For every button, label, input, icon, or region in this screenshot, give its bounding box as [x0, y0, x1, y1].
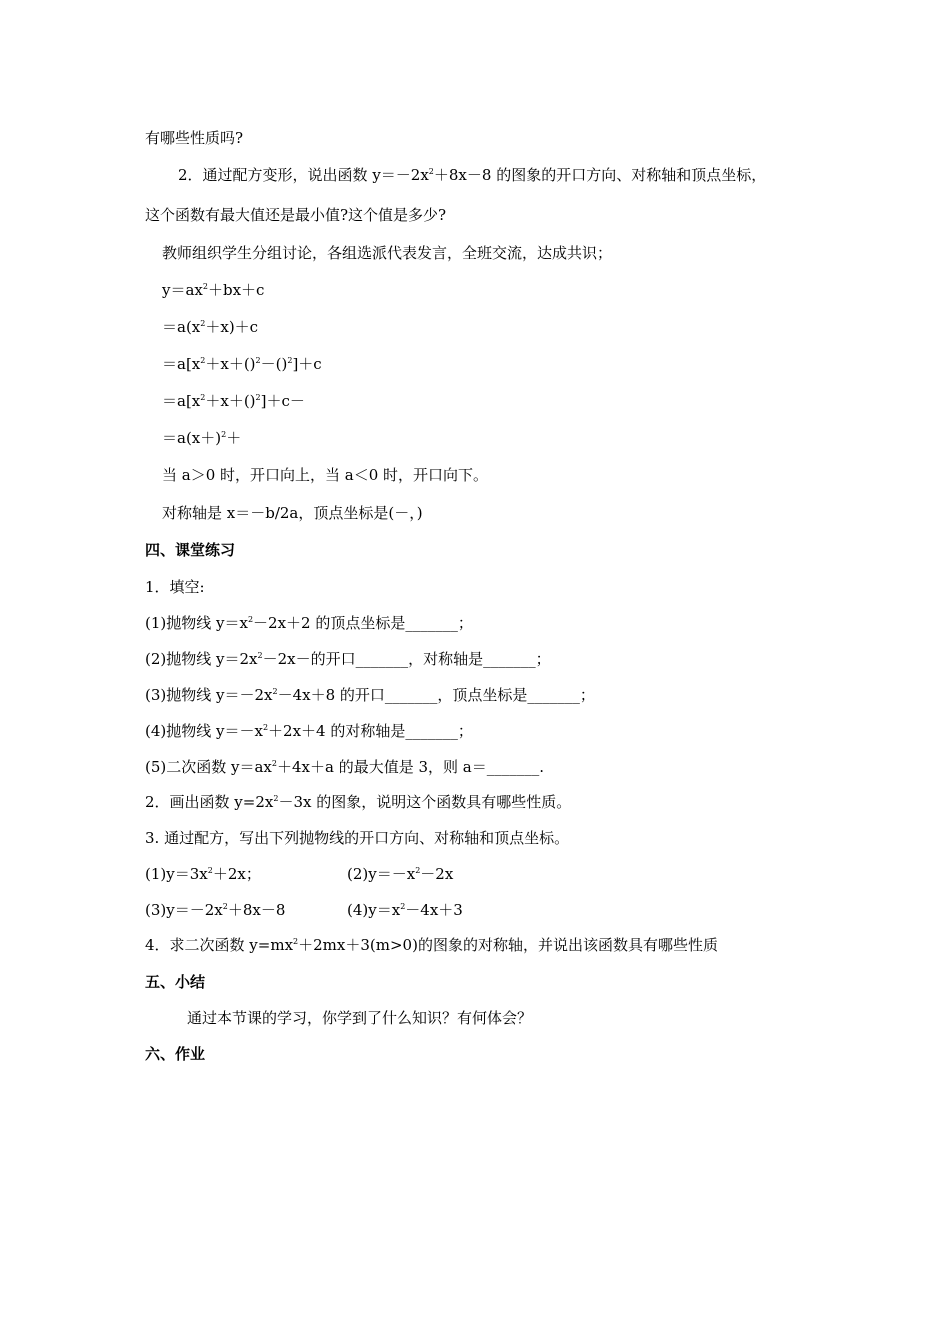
exercise-4: 4．求二次函数 $y=mx^2+2mx+3(m>0)$的图象的对称轴，并说出该函数具有哪些性质 [145, 936, 718, 954]
opening-direction-note: 当 a＞0 时，开口向上，当 a＜0 时，开口向下。 [162, 466, 489, 484]
question-2-line-2: 这个函数有最大值还是最小值?这个值是多少? [145, 206, 447, 224]
question-2-line-1: 2．通过配方变形，说出函数 $y=-2x^2+8x-8$ 的图象的开口方向、对称轴和顶点坐标， [178, 166, 767, 184]
exercise-3-item-4: $(4)y=x^2-4x+3$ [347, 901, 463, 919]
exercise-1-item-5: (5)二次函数 $y=ax^2+4x+a$ 的最大值是 3，则 a＝_______. [145, 758, 545, 776]
exercise-3-item-3: $(3)y=-2x^2+8x-8$ [145, 901, 286, 919]
section-heading-homework: 六、作业 [145, 1045, 206, 1063]
exercise-1-item-3: (3)抛物线 $y=-2x^2-4x+8$ 的开口_______，顶点坐标是_______； [145, 686, 595, 704]
exercise-1-item-2: (2)抛物线 $y=2x^2-2x-$的开口_______，对称轴是_______； [145, 650, 551, 668]
exercise-1-title: 1．填空: [145, 578, 205, 596]
summary-text: 通过本节课的学习，你学到了什么知识？有何体会？ [187, 1009, 533, 1027]
exercise-1-item-4: (4)抛物线 $y=-x^2+2x+4$ 的对称轴是_______； [145, 722, 473, 740]
axis-vertex-note: 对称轴是 x＝－b/2a，顶点坐标是(－，) [162, 504, 423, 522]
exercise-3-item-2: $(2)y=-x^2-2x$ [347, 865, 454, 883]
section-heading-practice: 四、课堂练习 [145, 541, 236, 559]
section-heading-summary: 五、小结 [145, 973, 206, 991]
derivation-step-4: $=a[x^2+x+()^2]+c-$ [162, 392, 305, 410]
exercise-2: 2．画出函数 $y=2x^2-3x$ 的图象，说明这个函数具有哪些性质。 [145, 793, 572, 811]
exercise-3: 3. 通过配方，写出下列抛物线的开口方向、对称轴和顶点坐标。 [145, 829, 570, 847]
text-line: 有哪些性质吗? [145, 129, 244, 147]
derivation-step-5: $=a(x+)^2+$ [162, 429, 242, 447]
derivation-step-3: $=a[x^2+x+()^2-()^2]+c$ [162, 355, 322, 373]
derivation-step-2: $=a(x^2+x)+c$ [162, 318, 259, 336]
derivation-step-1: $y=ax^2+bx+c$ [162, 281, 265, 299]
exercise-1-item-1: (1)抛物线 $y=x^2-2x+2$ 的顶点坐标是_______； [145, 614, 473, 632]
teacher-instruction: 教师组织学生分组讨论，各组选派代表发言，全班交流，达成共识； [162, 244, 613, 262]
exercise-3-item-1: $(1)y=3x^2+2x$； [145, 865, 261, 883]
